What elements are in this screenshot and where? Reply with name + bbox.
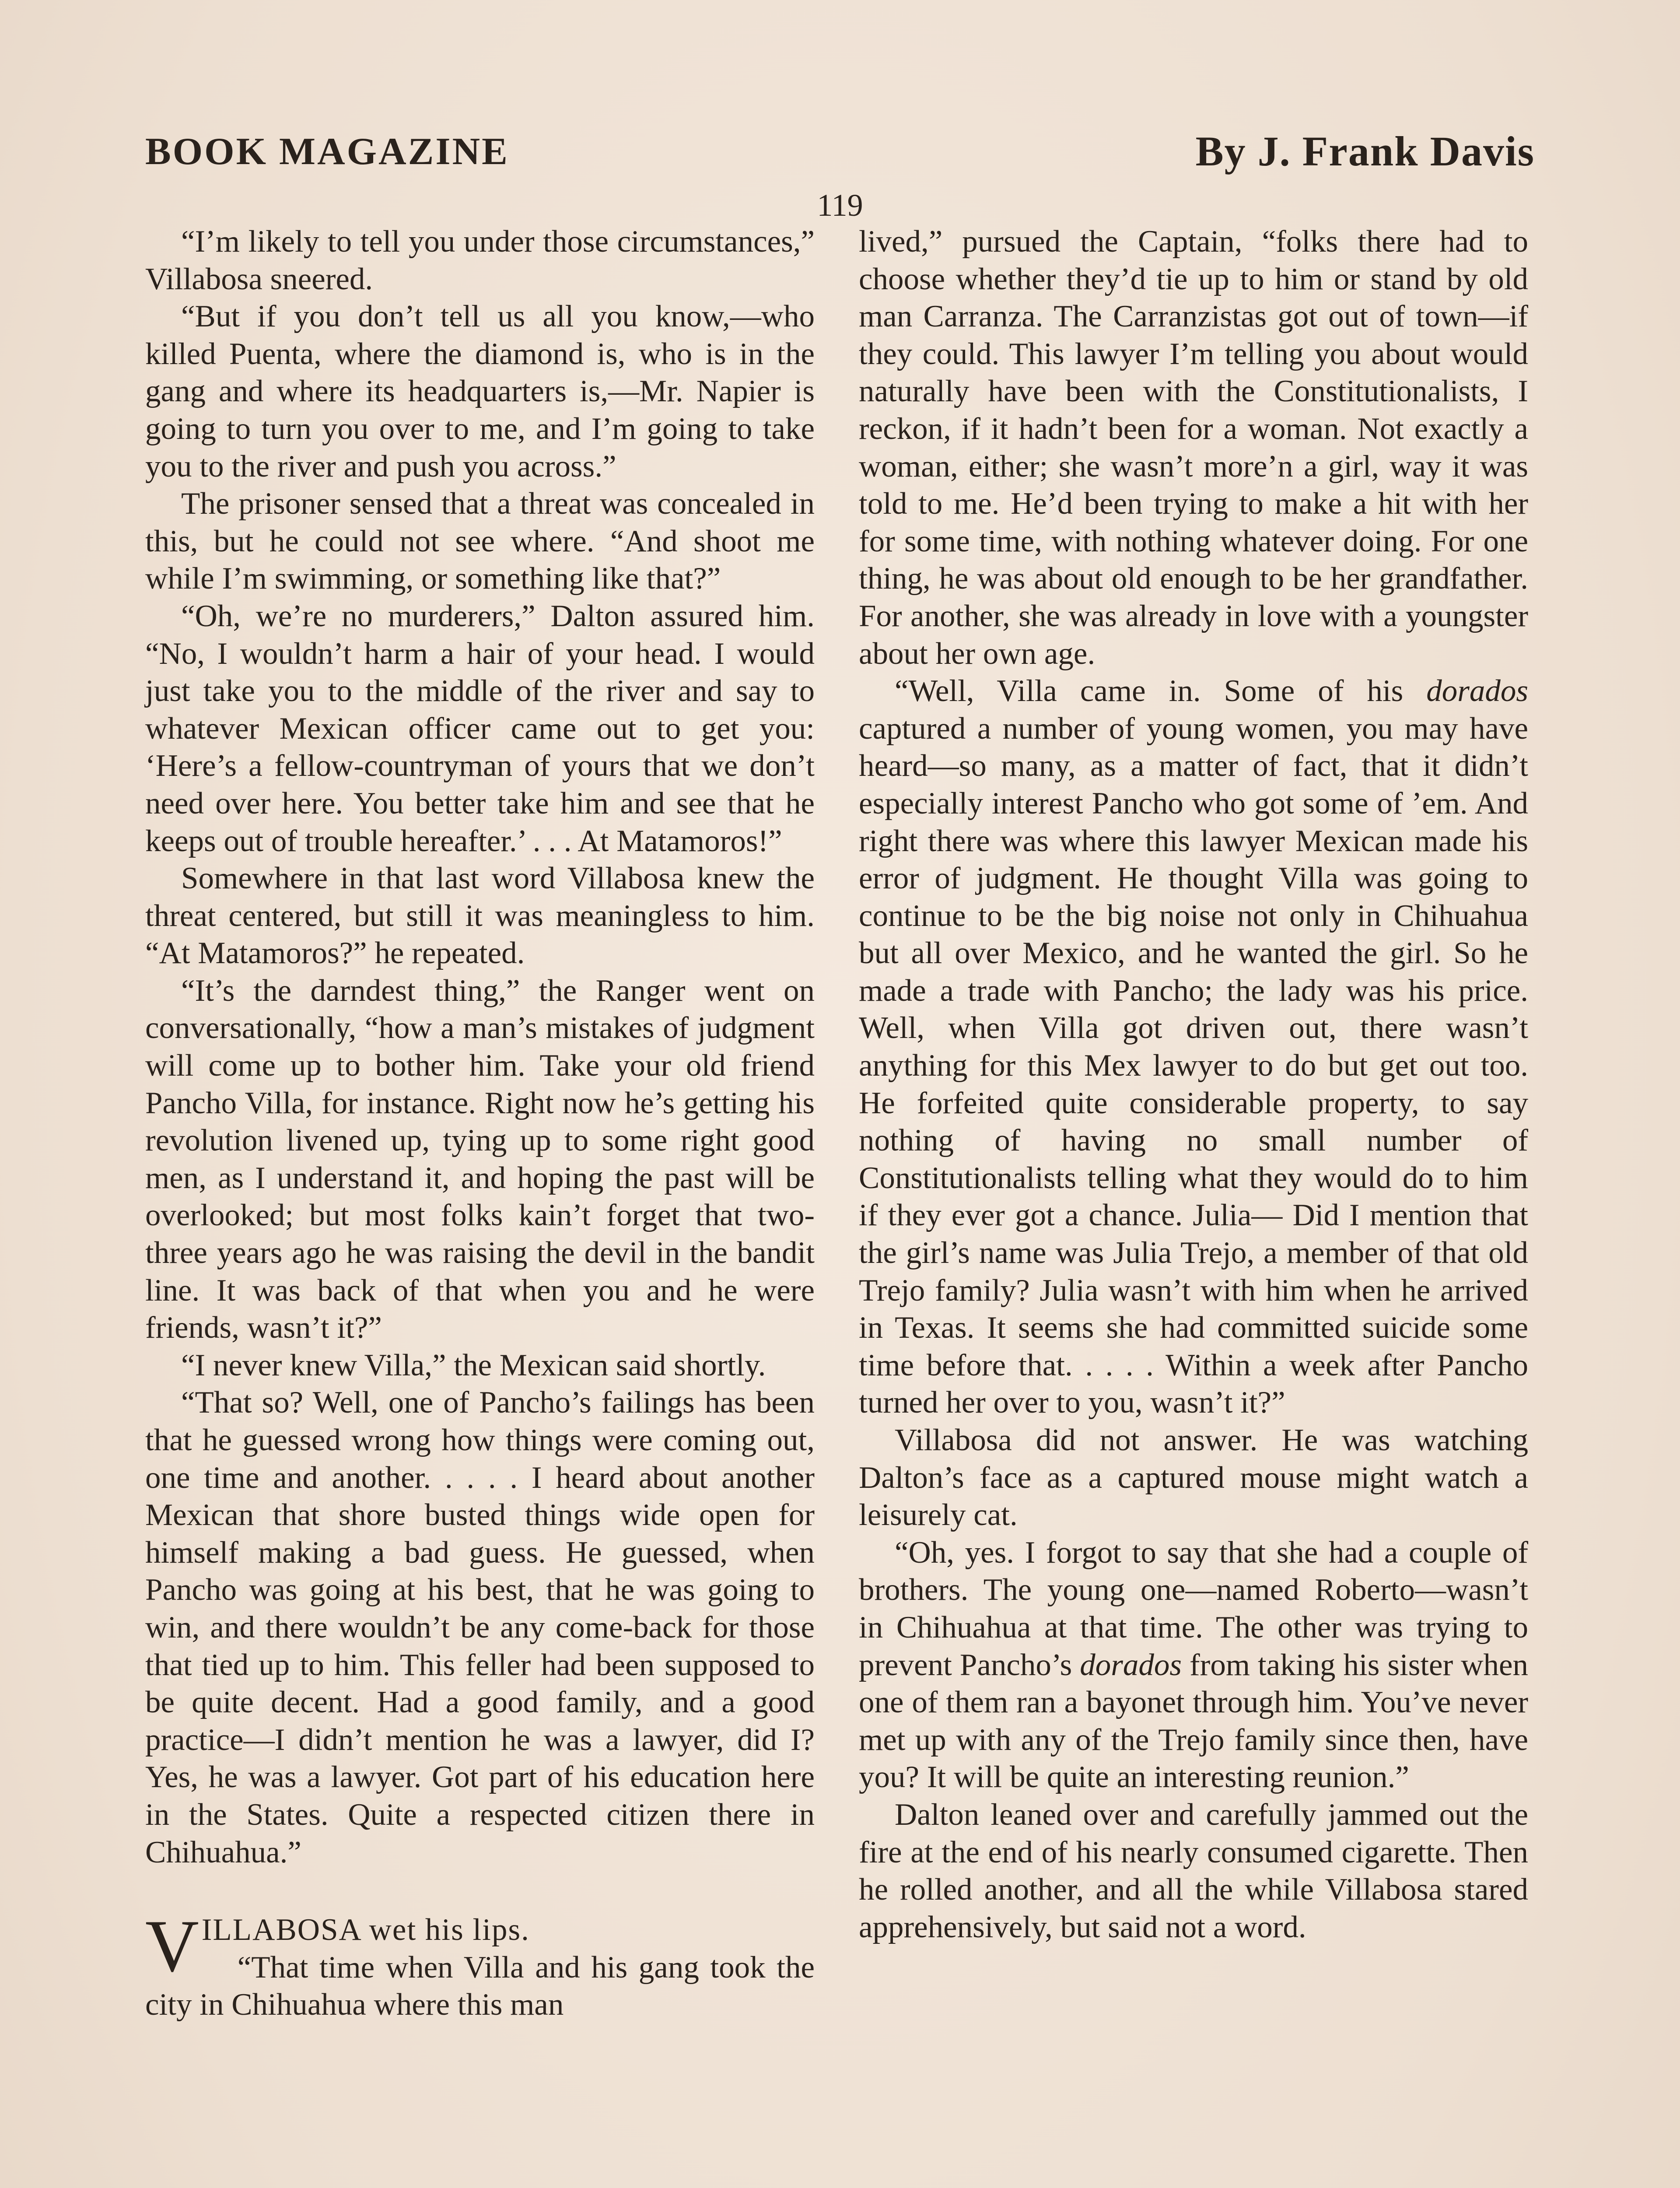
- paragraph: lived,” pursued the Captain, “folks there had to choose whether they’d tie up to him or stand by old man Carranza. The Carranzistas got out of town—if they could. This lawyer I’m telling you about would naturally have been with the Constitutionalists, I reckon, if it hadn’t been for a woman. Not exactly a woman, either; she wasn’t more’n a girl, way it was told to me. He’d been trying to make a hit with her for some time, with nothing whatever doing. For one thing, he was about old enough to be her grandfather. For another, she was already in love with a youngster about her own age.: [859, 224, 1528, 671]
- italic-word: dorados: [1080, 1648, 1182, 1682]
- italic-word: dorados: [1426, 674, 1528, 708]
- magazine-title: BOOK MAGAZINE: [145, 130, 509, 173]
- paragraph: “But if you don’t tell us all you know,—who killed Puenta, where the diamond is, who is in the gang and where its headquarters is,—Mr. Napier is going to turn you over to me, and I’m going to take you to the river and push you across.”: [145, 299, 815, 484]
- paragraph: “It’s the darndest thing,” the Ranger went on conversationally, “how a man’s mistakes of judgment will come up to bother him. Take your old friend Pancho Villa, for instance. Right now he’s getting his revolution livened up, tying up to some right good men, as I understand it, and hoping the past will be overlooked; but most folks kain’t forget that two-three years ago he was raising the devil in the bandit line. It was back of that when you and he were friends, wasn’t it?”: [145, 973, 815, 1345]
- paragraph: “That time when Villa and his gang took the city in Chihuahua where this man: [145, 1950, 815, 2022]
- page-number: 119: [817, 188, 863, 223]
- paragraph: “Oh, we’re no murderers,” Dalton assured him. “No, I wouldn’t harm a hair of your head. I would just take you to the middle of the river and say to whatever Mexican officer came out to get you: ‘Here’s a fellow-countryman of yours that we don’t need over here. You better take him and see that he keeps out of trouble hereafter.’ . . . At Matamoros!”: [145, 599, 815, 858]
- dropcap-letter: V: [145, 1905, 199, 1988]
- paragraph: “Oh, yes. I forgot to say that she had a couple of brothers. The young one—named Roberto—wasn’t in Chihuahua at that time. The other was trying to prevent Pancho’s dorados from taking his sister when one of them ran a bayonet through him. You’ve never met up with any of the Trejo family since then, have you? It will be quite an interesting reunion.”: [859, 1535, 1529, 1795]
- right-column: [859, 223, 1528, 1946]
- dropcap-paragraph-text: ILLABOSA wet his lips.: [201, 1913, 530, 1947]
- paragraph: “Well, Villa came in. Some of his dorados captured a number of young women, you may have heard—so many, as a matter of fact, that it didn’t especially interest Pancho who got some of ’em. And right there was where this lawyer Mexican made his error of judgment. He thought Villa was going to continue to be the big noise not only in Chihuahua but all over Mexico, and he wanted the girl. So he made a trade with Pancho; the lady was his price. Well, when Villa got driven out, there wasn’t anything for this Mex lawyer to do but get out too. He forfeited quite considerable property, to say nothing of having no small number of Constitutionalists telling what they would do to him if they ever got a chance. Julia— Did I mention that the girl’s name was Julia Trejo, a member of that old Trejo family? Julia wasn’t with him when he arrived in Texas. It seems she had committed suicide some time before that. . . . . Within a week after Pancho turned her over to you, wasn’t it?”: [859, 674, 1528, 1420]
- paragraph: Dalton leaned over and carefully jammed out the fire at the end of his nearly consumed cigarette. Then he rolled another, and all the while Villabosa stared apprehensively, but said not a word.: [859, 1797, 1528, 1944]
- left-column: [145, 223, 815, 2024]
- paragraph: “I’m likely to tell you under those circumstances,” Villabosa sneered.: [145, 224, 815, 296]
- paragraph: Villabosa did not answer. He was watching Dalton’s face as a captured mouse might watch a leisurely cat.: [859, 1423, 1528, 1532]
- paragraph: “That so? Well, one of Pancho’s failings has been that he guessed wrong how things were coming out, one time and another. . . . . I heard about another Mexican that shore busted things wide open for himself making a bad guess. He guessed, when Pancho was going at his best, that he was going to win, and there wouldn’t be any come-back for those that tied up to him. This feller had been supposed to be quite decent. Had a good family, and a good practice—I didn’t mention he was a lawyer, did I? Yes, he was a lawyer. Got part of his education here in the States. Quite a respected citizen there in Chihuahua.”: [145, 1385, 815, 1869]
- paragraph: “I never knew Villa,” the Mexican said shortly.: [181, 1348, 766, 1382]
- paragraph: Somewhere in that last word Villabosa knew the threat centered, but still it was meaningless to him. “At Matamoros?” he repeated.: [145, 861, 815, 971]
- paragraph: The prisoner sensed that a threat was concealed in this, but he could not see where. “And shoot me while I’m swimming, or something like that?”: [145, 487, 815, 596]
- author-byline: By J. Frank Davis: [1195, 128, 1535, 175]
